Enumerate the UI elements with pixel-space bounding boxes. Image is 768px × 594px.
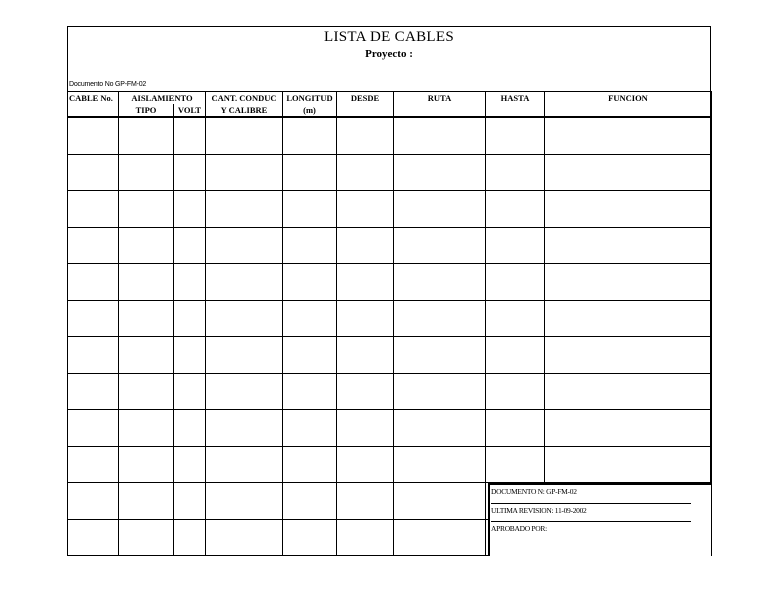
header-desde-sub	[337, 104, 394, 117]
ultima-revision-label: ULTIMA REVISION: 11-09-2002	[491, 506, 587, 515]
header-cant-conduc: CANT. CONDUC	[206, 92, 283, 105]
header-volt: VOLT	[174, 104, 206, 117]
divider	[491, 521, 691, 522]
header-cable-no-sub	[68, 104, 119, 117]
header-tipo: TIPO	[119, 104, 174, 117]
header-y-calibre: Y CALIBRE	[206, 104, 283, 117]
table-row	[68, 300, 712, 337]
documento-label: DOCUMENTO N: GP-FM-02	[491, 487, 577, 496]
header-hasta-sub	[486, 104, 545, 117]
header-cable-no: CABLE No.	[68, 92, 119, 105]
header-ruta: RUTA	[394, 92, 486, 105]
table-row	[68, 337, 712, 374]
header-longitud-unit: (m)	[283, 104, 337, 117]
table-row	[68, 154, 712, 191]
table-row	[68, 227, 712, 264]
aprobado-por-label: APROBADO POR:	[491, 524, 547, 533]
header-desde: DESDE	[337, 92, 394, 105]
header-ruta-sub	[394, 104, 486, 117]
project-label: Proyecto :	[365, 48, 413, 60]
table-row	[68, 264, 712, 301]
document-number-label: Documento No GP-FM-02	[69, 81, 147, 88]
cable-list-form	[67, 26, 711, 556]
table-row	[68, 373, 712, 410]
header-hasta: HASTA	[486, 92, 545, 105]
table-row	[68, 446, 712, 483]
header-funcion: FUNCION	[545, 92, 712, 105]
table-row	[68, 191, 712, 228]
table-row	[68, 117, 712, 154]
header-funcion-sub	[545, 104, 712, 117]
document-info-box	[488, 483, 711, 556]
table-row	[68, 410, 712, 447]
header-longitud: LONGITUD	[283, 92, 337, 105]
divider	[491, 503, 691, 504]
form-title: LISTA DE CABLES	[324, 29, 454, 45]
header-aislamiento: AISLAMIENTO	[119, 92, 206, 105]
